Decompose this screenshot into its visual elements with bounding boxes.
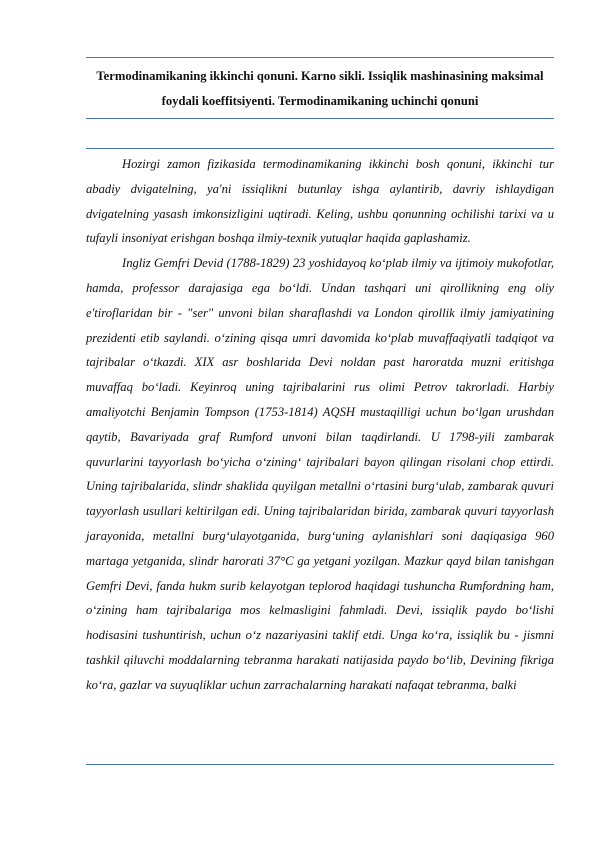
document-body bbox=[86, 152, 554, 698]
header-rule-bottom bbox=[86, 118, 554, 119]
header-rule-top bbox=[86, 57, 554, 58]
paragraph-history: Ingliz Gemfri Devid (1788-1829) 23 yoshidayoq ko‘plab ilmiy va ijtimoiy mukofotlar, hamda, professor darajasiga ega bo‘ldi. Undan tashqari uni qirollikning eng oliy e'tiroflaridan bir - "ser" unvoni bilan sharaflashdi va London qirollik ilmiy jamiyatining prezidenti etib saylandi. o‘zining qisqa umri davomida ko‘plab muvaffaqiyatli tadqiqot va tajribalar o‘tkazdi. XIX asr boshlarida Devi noldan past haroratda muzni eritishga muvaffaq bo‘ladi. Keyinroq uning tajribalarini rus olimi Petrov takrorladi. Harbiy amaliyotchi Benjamin Tompson (1753-1814) AQSH mustaqilligi uchun bo‘lgan urushdan qaytib, Bavariyada graf Rumford unvoni bilan taqdirlandi. U 1798-yili zambarak quvurlarini tayyorlash bo‘yicha o‘zining‘ tajribalari bayon qilingan risolani chop ettirdi. Uning tajribalarida, slindr shaklida quyilgan metallni o‘rtasini burg‘ulab, zambarak quvuri tayyorlash usullari keltirilgan edi. Uning tajribalaridan birida, zambarak quvuri tayyorlash jarayonida, metallni burg‘ulayotganida, burg‘uning aylanishlari soni daqiqasiga 960 martaga yetganida, slindr harorati 37°C ga yetgani yozilgan. Mazkur qayd bilan tanishgan Gemfri Devi, fanda hukm surib kelayotgan teplorod haqidagi tushuncha Rumfordning ham, o‘zining ham tajribalariga mos kelmasligini fahmladi. Devi, issiqlik paydo bo‘lishi hodisasini tushuntirish, uchun o‘z nazariyasini taklif etdi. Unga ko‘ra, issiqlik bu - jismni tashkil qiluvchi moddalarning tebranma harakati natijasida paydo bo‘lib, Devining fikriga ko‘ra, gazlar va suyuqliklar uchun zarrachalarning harakati nafaqat tebranma, balki bbox=[86, 256, 554, 692]
paragraph-intro: Hozirgi zamon fizikasida termodinamikaning ikkinchi bosh qonuni, ikkinchi tur abadiy dvigatelning, ya'ni issiqlikni butunlay ishga aylantirib, davriy ishlaydigan dvigatelning yasash imkonsizligini uqtiradi. Keling, ushbu qonunning ochilishi tarixi va u tufayli insoniyat erishgan boshqa ilmiy-texnik yutuqlar haqida gaplashamiz. bbox=[86, 157, 554, 246]
body-rule-top bbox=[86, 148, 554, 149]
document-title: Termodinamikaning ikkinchi qonuni. Karno sikli. Issiqlik mashinasining maksimal foydali koeffitsiyenti. Termodinamikaning uchinchi qonuni bbox=[96, 69, 544, 108]
body-rule-bottom bbox=[86, 764, 554, 765]
